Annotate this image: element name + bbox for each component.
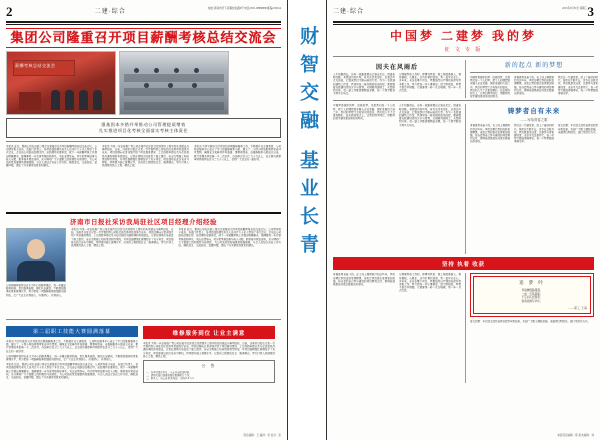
left-page-number: 2 bbox=[6, 4, 13, 19]
right-page bbox=[327, 0, 600, 440]
poem-box bbox=[473, 276, 591, 314]
notice-item: 二、请相关部门按要求做好数据统计工作。 bbox=[146, 374, 192, 378]
poem-frame bbox=[470, 273, 594, 317]
left-lower-col-1 bbox=[6, 323, 138, 383]
right-bottom-note: 征文启事：本次征文活动自即日起至年底结束，欢迎广大职工踊跃投稿，来稿请注明姓名、部门及联系方式。 bbox=[470, 320, 591, 324]
left-lower-text-3: 本报讯 近日，集团公司在总部三楼会议室隆重召开项目薪酬考核总结交流会议，公司领导班子成员、各部门负责人、各项目部经理及有关人员共计六十余人参加了本次会议。会议由公司副总经理主持，总经理作重要讲话，就下一步薪酬考核工作提出明确要求，强调要进一步完善考核指标体系，突出业绩导向，切实把考核结果与收入分配、职务晋升紧密挂钩，充分调动广大干部职工的积极性与创造性，为公司高质量发展提供坚强保障。与会人员结合各自工作实际，踊跃发言，交流经验，查摆问题，提出了许多建设性意见和建议。 bbox=[6, 363, 138, 380]
center-banner-line-2: 基业长青 bbox=[297, 150, 318, 262]
masthead-rule-thick bbox=[6, 21, 281, 23]
right-mid-row bbox=[333, 104, 599, 254]
right-col-b: 青春是用来奋斗的。在工地上摸爬滚打的这些年，风吹日晒让我的皮肤变得黝黑，但也让我的意志变得更加坚强。每当看到自己参与建设的项目顺利交付，那种成就感是任何语言都难以形容的。 bbox=[514, 76, 555, 96]
article-2-photo-col bbox=[6, 228, 66, 316]
right-masthead bbox=[333, 4, 594, 20]
right-masthead-title: 二建·综合 bbox=[333, 9, 364, 15]
article-2-col-2: 本报讯 近日，集团公司在总部三楼会议室隆重召开项目薪酬考核总结交流会议，公司领导班子成员、各部门负责人、各项目部经理及有关人员共计六十余人参加了本次会议。会议由公司副总经理主持，总经理作重要讲话，就下一步薪酬考核工作提出明确要求，强调要进一步完善考核指标体系，突出业绩导向，切实把考核结果与收入分配、职务晋升紧密挂钩，充分调动广大干部职工的积极性与创造性，为公司高质量发展提供坚强保障。与会人员结合各自工作实际，踊跃发言，交流经验，查摆问题，提出了许多建设性意见和建议。 bbox=[178, 228, 282, 248]
right-top-left bbox=[333, 60, 461, 98]
left-red-bar-heading: 维修服务到位 让业主满意 bbox=[143, 326, 275, 339]
poem-title: 追 梦 吟 bbox=[519, 280, 545, 286]
right-subtitle: 征 文 专 版 bbox=[444, 48, 483, 53]
poem-line: 一砖一瓦筑新篇。 bbox=[521, 292, 543, 296]
photo-podium bbox=[19, 92, 41, 110]
photo-person bbox=[192, 83, 197, 88]
poem-line: 铁肩担道写华年。 bbox=[521, 299, 543, 303]
right-footer: 本版责任编辑：陈 美术编辑：刘 bbox=[557, 434, 594, 437]
photo-person bbox=[144, 83, 149, 88]
left-headline-wrap bbox=[6, 28, 281, 48]
photo-person bbox=[174, 68, 179, 73]
left-article-2 bbox=[6, 228, 281, 316]
left-lower-text-1: 本报讯 为切实做好交付项目的后期维修服务工作，不断提升业主满意度，公司物业服务中心成立了专门的维修服务小组，建立了二十四小时值班制度和首问负责制，确保业主报修件件有着落、事事有回音。自维修服务小组成立以来，累计受理各类报修一千二百余件，办结率达百分之九十九以上，业主回访满意率持续保持在百分之九十八以上，受到广大业主的一致好评。 bbox=[6, 340, 138, 353]
left-headline: 集团公司隆重召开项目薪酬考核总结交流会 bbox=[10, 30, 277, 45]
article2-title: 铸梦者自有未来 bbox=[507, 108, 561, 116]
right-section-heading: 坚持 执着 收获 bbox=[333, 257, 594, 270]
right-bottom-left bbox=[333, 273, 461, 383]
article-1-col-1: 本报讯 近日，集团公司在总部三楼会议室隆重召开项目薪酬考核总结交流会议，公司领导班子成员、各部门负责人、各项目部经理及有关人员共计六十余人参加了本次会议。会议由公司副总经理主持，总经理作重要讲话，就下一步薪酬考核工作提出明确要求，强调要进一步完善考核指标体系，突出业绩导向，切实把考核结果与收入分配、职务晋升紧密挂钩，充分调动广大干部职工的积极性与创造性，为公司高质量发展提供坚强保障。与会人员结合各自工作实际，踊跃发言，交流经验，查摆问题，提出了许多建设性意见和建议。 bbox=[6, 145, 97, 168]
notice-item: 三、联系人：办公室 联系电话：内线８８６６ bbox=[146, 377, 195, 381]
right-column-title: 新的起点 新的梦想 bbox=[504, 63, 564, 69]
article2-col-1: 青春是用来奋斗的。在工地上摸爬滚打的这些年，风吹日晒让我的皮肤变得黝黑，但也让我的意志变得更加坚强。每当看到自己参与建设的项目顺利交付，那种成就感是任何语言都难以形容的。 bbox=[470, 124, 511, 144]
subhead-line-2: 扎实推进项目化考核全面落实考核主体责任 bbox=[98, 128, 189, 133]
article-1-col-3: 本报讯 为切实做好交付项目的后期维修服务工作，不断提升业主满意度，公司物业服务中心成立了专门的维修服务小组，建立了二十四小时值班制度和首问负责制，确保业主报修件件有着落、事事有回音。自维修服务小组成立以来，累计受理各类报修一千二百余件，办结率达百分之九十九以上，业主回访满意率持续保持在百分之九十八以上，受到广大业主的一致好评。 bbox=[193, 145, 281, 161]
right-top-row bbox=[333, 60, 599, 99]
article1-col-2: 记得刚参加工作时，师傅对我说：做工程就像做人，根基要稳，心要正。这句朴素的话语，我一直牢记在心。多年来，无论在哪个岗位，我都始终以严谨的态度对待本职工作，努力把每一件小事做好。因为我相信，梦想不是空中楼阁，它需要用一砖一瓦去堆砌，用一年一月去沉淀。 bbox=[399, 73, 461, 93]
photo-person bbox=[168, 83, 173, 88]
photo-table-row bbox=[124, 102, 224, 110]
divider bbox=[6, 319, 281, 320]
article1-cols bbox=[333, 73, 461, 95]
photo-banner-text: 薪酬考核总结交流会 bbox=[15, 63, 56, 68]
article2-col-3: 征文启事：本次征文活动自即日起至年底结束，欢迎广大职工踊跃投稿，来稿请注明姓名、部门及联系方式。 bbox=[558, 124, 599, 134]
photo-figure bbox=[65, 90, 74, 110]
masthead-rule-thick bbox=[333, 21, 594, 23]
left-page bbox=[0, 0, 287, 440]
right-mid-left-cols bbox=[333, 104, 461, 126]
right-mid-right bbox=[465, 104, 598, 254]
left-footer: 责任编辑：王 编排：李 校对：张 bbox=[243, 434, 281, 437]
article1-col-1: 人生的路很长，总有一段路需要自己独自走过。回望来时的路，有坦途也有坎坷，有欢笑也有泪水。正是这些点点滴滴，汇聚成我们不断向前的力量。作为一名普通的建筑工作者，我深知每一栋高楼的拔地而起，都凝聚着无数建设者的汗水与智慧。从钢筋到混凝土，从图纸到实体，每一道工序都需要精益求精，每一个细节都容不得半点马虎。 bbox=[333, 73, 395, 96]
photo-figure bbox=[79, 90, 88, 110]
left-photo-row bbox=[6, 51, 281, 115]
right-top-right bbox=[465, 60, 598, 98]
photo-figure bbox=[93, 90, 102, 110]
right-bottom-right bbox=[465, 273, 594, 383]
left-lower-text-2: 公司将继续坚持以业主为中心的服务理念，进一步健全服务标准，优化服务流程，强化队伍建设，不断提高服务质量和管理水平，努力把每一项维修服务做细做实做到位，让广大业主住得放心、住得舒心、住得安心。 bbox=[6, 354, 138, 362]
notice-item: 一、各项目部于本月二十五日前报送材料。 bbox=[146, 371, 192, 375]
divider bbox=[470, 72, 598, 73]
subhead-line-1: 强基固本多措并举推动公司管理提质增效 bbox=[101, 122, 186, 127]
article-2-col-1: 本报讯 为进一步宣传推广我公司在城市社区综合改造提升工程中的先进做法与典型经验，日前，济南市日报社记者一行专程到我公司驻社区改造项目部进行采访。项目经理向记者详细介绍了项目推进情况、工艺创新举措以及与社区居民沟通协调的有效做法。记者在现场实地查看了施工组织、安全文明施工和质量控制等情况，对项目部精细化管理给予了充分肯定。项目部将以此次采访为契机，持续提升施工管理水平，以优质工程回报社会、服务群众，努力打造人民满意的民心工程、精品工程。 bbox=[71, 228, 174, 248]
poem-line: 风雨兼程路漫漫， bbox=[521, 289, 543, 293]
center-banner bbox=[287, 0, 327, 440]
article1-title: 因夫在风雨后 bbox=[375, 65, 418, 71]
divider bbox=[6, 141, 281, 142]
left-lower-text-4: 本报讯 为进一步宣传推广我公司在城市社区综合改造提升工程中的先进做法与典型经验，日前，济南市日报社记者一行专程到我公司驻社区改造项目部进行采访。项目经理向记者详细介绍了项目推进情况、工艺创新举措以及与社区居民沟通协调的有效做法。记者在现场实地查看了施工组织、安全文明施工和质量控制等情况，对项目部精细化管理给予了充分肯定。项目部将以此次采访为契机，持续提升施工管理水平，以优质工程回报社会、服务群众，努力打造人民满意的民心工程、精品工程。 bbox=[143, 342, 275, 358]
divider bbox=[333, 100, 594, 101]
portrait-face bbox=[27, 239, 45, 259]
masthead-rule-thin bbox=[333, 24, 594, 25]
portrait-body bbox=[17, 261, 55, 281]
right-bottom-left-cols bbox=[333, 273, 461, 292]
left-article-1 bbox=[6, 145, 281, 209]
photo-audience bbox=[119, 51, 229, 115]
notice-title: 公 告 bbox=[201, 363, 217, 369]
divider bbox=[333, 56, 594, 57]
right-col-c: 我们这一代建设者，赶上了最好的时代。城市在不断生长，家乡在日新月异，我们既是见证者，也是参与者和建设者。无论平凡还是伟大，每一份努力都值得被尊重，每一个梦想都值得被守护。 bbox=[558, 76, 599, 96]
left-masthead-title: 二建·综合 bbox=[94, 9, 126, 15]
left-masthead-meta: 地址:济南市历下区解放东路6号 电话:0531-88888888 邮编:250014 bbox=[207, 7, 281, 10]
left-lower-col-2 bbox=[143, 323, 275, 383]
photo-figure bbox=[51, 90, 60, 110]
photo-portrait bbox=[6, 228, 66, 282]
article2-col-2: 我们这一代建设者，赶上了最好的时代。城市在不断生长，家乡在日新月异，我们既是见证者，也是参与者和建设者。无论平凡还是伟大，每一份努力都值得被尊重，每一个梦想都值得被守护。 bbox=[514, 124, 555, 144]
right-mid-left bbox=[333, 104, 461, 254]
article-2-col-0-text: 公司将继续坚持以业主为中心的服务理念，进一步健全服务标准，优化服务流程，强化队伍建设，不断提高服务质量和管理水平，努力把每一项维修服务做细做实做到位，让广大业主住得放心、住得舒心、住得安心。 bbox=[6, 284, 67, 297]
photo-table-row bbox=[124, 74, 224, 82]
bottom-col-1: 青春是用来奋斗的。在工地上摸爬滚打的这些年，风吹日晒让我的皮肤变得黝黑，但也让我的意志变得更加坚强。每当看到自己参与建设的项目顺利交付，那种成就感是任何语言都难以形容的。 bbox=[333, 273, 395, 287]
mid-col-2: 人生的路很长，总有一段路需要自己独自走过。回望来时的路，有坦途也有坎坷，有欢笑也有泪水。正是这些点点滴滴，汇聚成我们不断向前的力量。作为一名普通的建筑工作者，我深知每一栋高楼的拔地而起，都凝聚着无数建设者的汗水与智慧。从钢筋到混凝土，从图纸到实体，每一道工序都需要精益求精，每一个细节都容不得半点马虎。 bbox=[399, 104, 461, 127]
divider-thick bbox=[6, 212, 281, 214]
left-subheadline-red: 济南市日报社采访我局驻社区项目经理介绍经验 bbox=[70, 219, 217, 226]
right-bottom-row bbox=[333, 273, 594, 383]
photo-conference-stage bbox=[6, 51, 116, 115]
poem-author: ——职工 王海 bbox=[568, 306, 587, 311]
right-masthead-meta: 2015年9月30日 星期三 bbox=[562, 7, 588, 10]
left-blue-bar-heading: 第二届职工技能大赛圆满落幕 bbox=[6, 326, 138, 337]
photo-person bbox=[134, 68, 139, 73]
photo-person bbox=[154, 68, 159, 73]
article2-cols bbox=[470, 124, 598, 143]
poem-line: 不忘初心担使命， bbox=[521, 296, 543, 300]
right-page-number: 3 bbox=[587, 4, 594, 19]
right-top-right-cols bbox=[470, 76, 598, 98]
notice-box bbox=[143, 360, 275, 383]
masthead-rule-thin bbox=[6, 24, 281, 25]
right-main-title: 中国梦 二建梦 我的梦 bbox=[389, 29, 537, 43]
article-1-col-2: 本报讯 为进一步宣传推广我公司在城市社区综合改造提升工程中的先进做法与典型经验，日前，济南市日报社记者一行专程到我公司驻社区改造项目部进行采访。项目经理向记者详细介绍了项目推进情况、工艺创新举措以及与社区居民沟通协调的有效做法。记者在现场实地查看了施工组织、安全文明施工和质量控制等情况，对项目部精细化管理给予了充分肯定。项目部将以此次采访为契机，持续提升施工管理水平，以优质工程回报社会、服务群众，努力打造人民满意的民心工程、精品工程。 bbox=[101, 145, 189, 168]
left-masthead bbox=[6, 4, 281, 20]
left-lower-section bbox=[6, 323, 281, 383]
center-banner-line-1: 财智交融 bbox=[297, 26, 318, 138]
photo-table-row bbox=[124, 88, 224, 96]
bottom-col-2: 记得刚参加工作时，师傅对我说：做工程就像做人，根基要稳，心要正。这句朴素的话语，我一直牢记在心。多年来，无论在哪个岗位，我都始终以严谨的态度对待本职工作，努力把每一件小事做好。因为我相信，梦想不是空中楼阁，它需要用一砖一瓦去堆砌，用一年一月去沉淀。 bbox=[399, 273, 461, 293]
photo-person bbox=[194, 68, 199, 73]
mid-col-1: 中国梦是国家的梦、民族的梦，也是我们每一个人的梦。把个人的理想追求融入企业发展、国家发展的大局之中，我们的梦想才会有坚实的依托，我们的人生才会更加精彩。站在新的起点上，让我们携手同行，用勤劳的双手建设更加美好的明天。 bbox=[333, 104, 395, 121]
right-col-a: 中国梦是国家的梦、民族的梦，也是我们每一个人的梦。把个人的理想追求融入企业发展、国家发展的大局之中，我们的梦想才会有坚实的依托，我们的人生才会更加精彩。站在新的起点上，让我们携手同行，用勤劳的双手建设更加美好的明天。 bbox=[470, 76, 511, 99]
article2-subtitle: ——写给青春之歌 bbox=[520, 118, 548, 123]
left-subhead-box bbox=[6, 118, 281, 138]
